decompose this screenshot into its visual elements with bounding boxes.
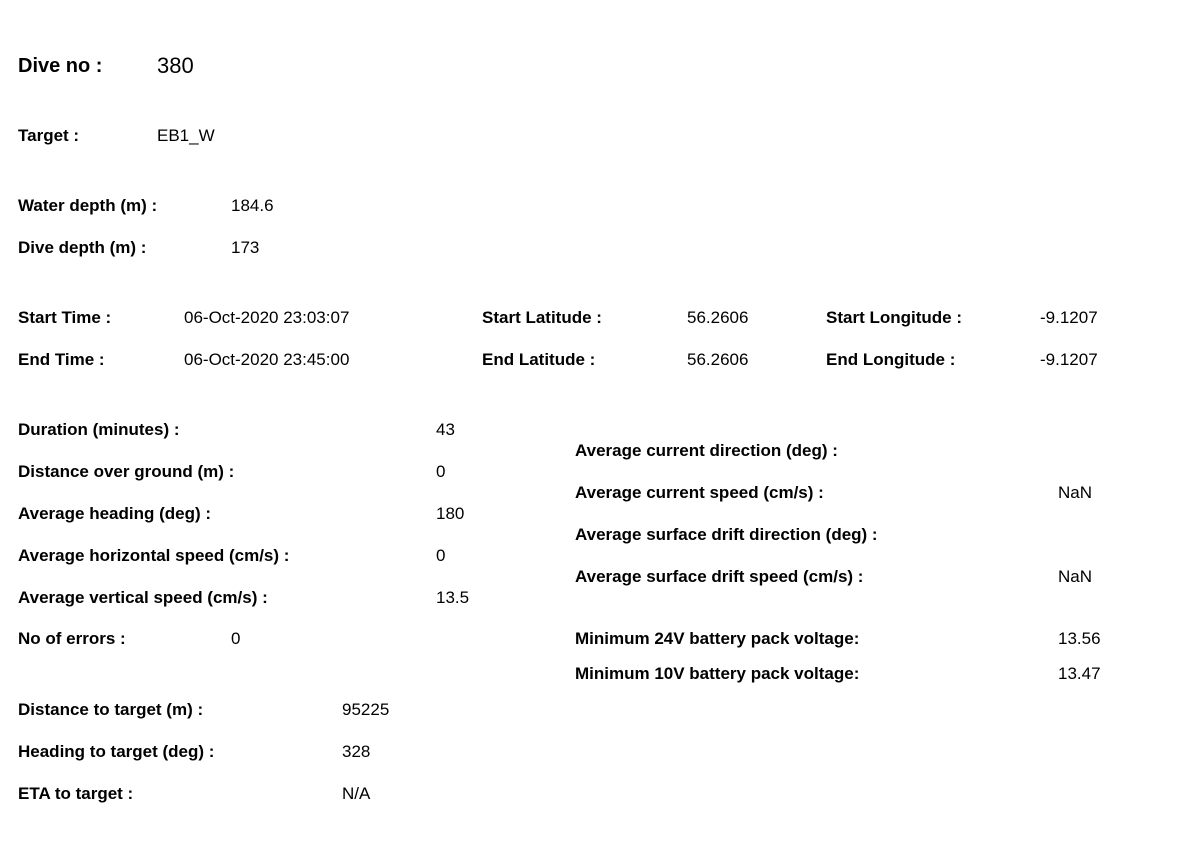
target-label: Target : <box>18 126 80 145</box>
distance-over-ground-value: 0 <box>436 462 446 481</box>
start-latitude-label: Start Latitude : <box>482 308 602 327</box>
average-current-speed-value: NaN <box>1058 483 1093 502</box>
battery-10v-value: 13.47 <box>1058 664 1101 683</box>
distance-to-target-value: 95225 <box>342 700 390 719</box>
eta-to-target-value: N/A <box>342 784 371 803</box>
heading-to-target-label: Heading to target (deg) : <box>18 742 215 761</box>
average-vertical-speed-value: 13.5 <box>436 588 470 607</box>
average-surface-drift-speed-label: Average surface drift speed (cm/s) : <box>575 567 864 586</box>
average-surface-drift-speed-value: NaN <box>1058 567 1093 586</box>
dive-depth-value: 173 <box>231 238 260 257</box>
dive-depth-label: Dive depth (m) : <box>18 238 147 257</box>
start-longitude-value: -9.1207 <box>1040 308 1098 327</box>
start-time-value: 06-Oct-2020 23:03:07 <box>184 308 350 327</box>
duration-value: 43 <box>436 420 455 439</box>
dive-no-value: 380 <box>157 53 194 78</box>
duration-label: Duration (minutes) : <box>18 420 180 439</box>
average-heading-label: Average heading (deg) : <box>18 504 212 523</box>
average-vertical-speed-label: Average vertical speed (cm/s) : <box>18 588 268 607</box>
battery-24v-value: 13.56 <box>1058 629 1101 648</box>
average-current-direction-label: Average current direction (deg) : <box>575 441 838 460</box>
average-current-speed-label: Average current speed (cm/s) : <box>575 483 824 502</box>
start-longitude-label: Start Longitude : <box>826 308 962 327</box>
distance-to-target-label: Distance to target (m) : <box>18 700 204 719</box>
start-time-label: Start Time : <box>18 308 112 327</box>
battery-10v-label: Minimum 10V battery pack voltage: <box>575 664 860 683</box>
start-latitude-value: 56.2606 <box>687 308 749 327</box>
end-longitude-value: -9.1207 <box>1040 350 1098 369</box>
errors-value: 0 <box>231 629 241 648</box>
heading-to-target-value: 328 <box>342 742 371 761</box>
end-latitude-label: End Latitude : <box>482 350 596 369</box>
water-depth-label: Water depth (m) : <box>18 196 158 215</box>
average-horizontal-speed-value: 0 <box>436 546 446 565</box>
target-value: EB1_W <box>157 126 215 145</box>
end-time-value: 06-Oct-2020 23:45:00 <box>184 350 350 369</box>
battery-24v-label: Minimum 24V battery pack voltage: <box>575 629 860 648</box>
eta-to-target-label: ETA to target : <box>18 784 134 803</box>
dive-no-label: Dive no : <box>18 55 103 77</box>
end-latitude-value: 56.2606 <box>687 350 749 369</box>
end-time-label: End Time : <box>18 350 105 369</box>
average-heading-value: 180 <box>436 504 465 523</box>
distance-over-ground-label: Distance over ground (m) : <box>18 462 235 481</box>
average-horizontal-speed-label: Average horizontal speed (cm/s) : <box>18 546 290 565</box>
average-surface-drift-direction-label: Average surface drift direction (deg) : <box>575 525 878 544</box>
errors-label: No of errors : <box>18 629 126 648</box>
water-depth-value: 184.6 <box>231 196 274 215</box>
end-longitude-label: End Longitude : <box>826 350 956 369</box>
